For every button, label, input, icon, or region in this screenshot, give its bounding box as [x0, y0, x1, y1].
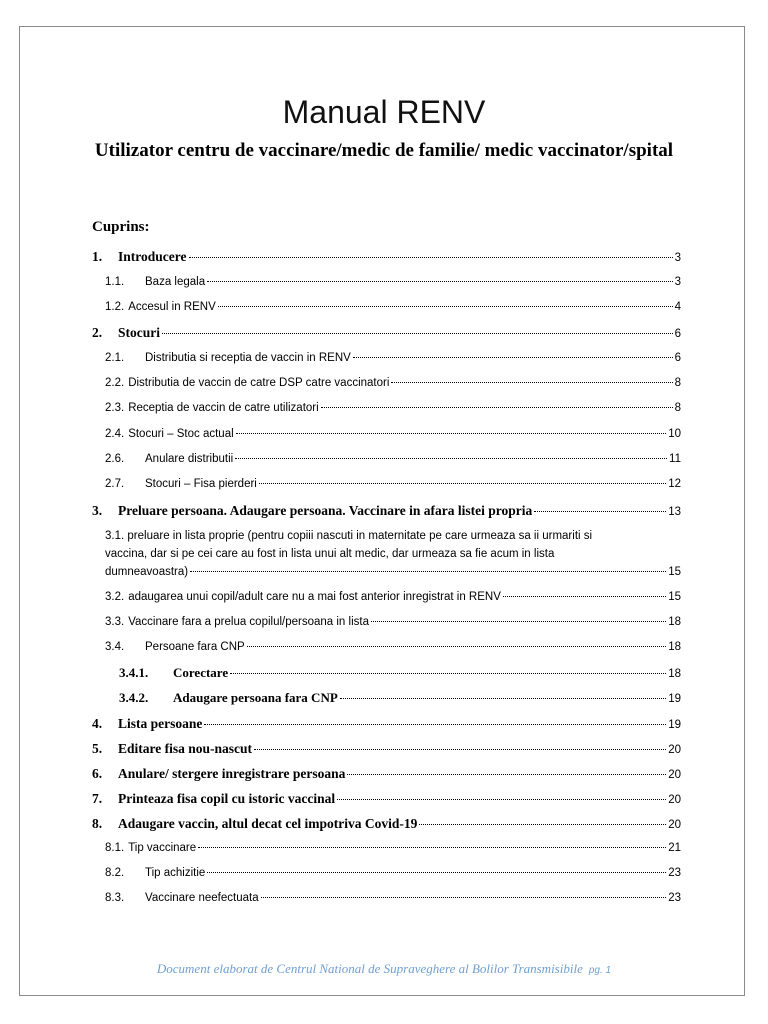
toc-number: 8.1. [105, 842, 125, 854]
dot-leader [261, 897, 667, 898]
toc-number: 3.4.1. [119, 665, 149, 680]
toc-title: Persoane fara CNP [145, 641, 245, 653]
toc-number: 2.6. [105, 453, 125, 465]
toc-number: 3.3. [105, 616, 125, 628]
dot-leader [371, 621, 666, 622]
document-title: Manual RENV [282, 94, 486, 130]
toc-page: 20 [668, 819, 681, 831]
toc-number: 2.3. [105, 402, 125, 414]
toc-title-line-3 [105, 563, 681, 581]
toc-number: 7. [92, 791, 103, 806]
dot-leader [254, 749, 666, 750]
toc-title: Introducere [118, 249, 187, 264]
dot-leader [259, 483, 666, 484]
toc-entry-1-2[interactable] [105, 301, 681, 313]
toc-title: Baza legala [145, 276, 206, 288]
toc-entry-5[interactable] [92, 741, 681, 757]
dot-leader [534, 511, 666, 512]
toc-number: 3.1. [105, 530, 125, 542]
toc-number: 8.2. [105, 867, 125, 879]
dot-leader [391, 382, 672, 383]
toc-page: 15 [668, 591, 681, 603]
toc-entry-3[interactable] [92, 503, 681, 519]
toc-page: 19 [668, 693, 681, 705]
toc-page: 23 [668, 867, 681, 879]
dot-leader [321, 407, 673, 408]
dot-leader [189, 257, 673, 258]
toc-entry-3-3[interactable] [105, 616, 681, 628]
dot-leader [337, 799, 666, 800]
dot-leader [230, 673, 666, 674]
dot-leader [347, 774, 666, 775]
toc-title: Adaugare persoana fara CNP [173, 690, 338, 705]
dot-leader [353, 357, 673, 358]
footer-page-number: pg. 1 [588, 965, 612, 976]
toc-title-line-1 [105, 527, 681, 545]
toc-title: Anulare/ stergere inregistrare persoana [118, 766, 346, 781]
toc-page: 20 [668, 794, 681, 806]
toc-title: Receptia de vaccin de catre utilizatori [128, 402, 319, 414]
toc-page: 6 [674, 328, 681, 340]
toc-number: 8.3. [105, 892, 125, 904]
toc-page: 21 [668, 842, 681, 854]
toc-entry-1[interactable] [92, 249, 681, 265]
toc-entry-8-2[interactable] [105, 867, 681, 879]
toc-page: 23 [668, 892, 681, 904]
toc-title: Printeaza fisa copil cu istoric vaccinal [118, 791, 336, 806]
toc-title: Anulare distributii [145, 453, 234, 465]
toc-title: Distributia de vaccin de catre DSP catre vaccinatori [128, 377, 390, 389]
toc-title: Vaccinare neefectuata [145, 892, 259, 904]
toc-entry-2-4[interactable] [105, 428, 681, 440]
toc-page: 18 [668, 668, 681, 680]
toc-entry-8-3[interactable] [105, 892, 681, 904]
toc-page: 20 [668, 769, 681, 781]
toc-entry-3-1[interactable] [105, 527, 681, 581]
toc-title: Stocuri – Fisa pierderi [145, 478, 257, 490]
toc-entry-7[interactable] [92, 791, 681, 807]
dot-leader [247, 646, 666, 647]
toc-number: 5. [92, 741, 103, 756]
toc-entry-2-1[interactable] [105, 352, 681, 364]
toc-number: 3.4.2. [119, 690, 149, 705]
document-subtitle: Utilizator centru de vaccinare/medic de familie/ medic vaccinator/spital [94, 140, 674, 161]
toc-entry-3-4-2[interactable] [119, 690, 681, 706]
toc-number: 2.4. [105, 428, 125, 440]
toc-page: 20 [668, 744, 681, 756]
toc-number: 1. [92, 249, 103, 264]
toc-title: Editare fisa nou-nascut [118, 741, 253, 756]
toc-title: Stocuri [118, 325, 160, 340]
toc-page: 18 [668, 616, 681, 628]
page-footer [0, 961, 768, 977]
dot-leader [190, 571, 666, 572]
toc-title: Vaccinare fara a prelua copilul/persoana in lista [128, 616, 369, 628]
dot-leader [340, 698, 666, 699]
toc-page: 8 [674, 402, 681, 414]
toc-title: Tip achizitie [145, 867, 206, 879]
toc-number: 1.2. [105, 301, 125, 313]
toc-number: 2.2. [105, 377, 125, 389]
toc-number: 3. [92, 503, 103, 518]
dot-leader [198, 847, 666, 848]
toc-number: 4. [92, 716, 103, 731]
toc-entry-2-7[interactable] [105, 478, 681, 490]
toc-title-line-2: vaccina, dar si pe cei care au fost in lista unui alt medic, dar urmeaza sa fie acum in lista [105, 548, 555, 560]
toc-entry-2-6[interactable] [105, 453, 681, 465]
toc-number: 2. [92, 325, 103, 340]
toc-entry-2-3[interactable] [105, 402, 681, 414]
toc-page: 12 [668, 478, 681, 490]
dot-leader [503, 596, 666, 597]
toc-heading: Cuprins: [92, 219, 150, 235]
dot-leader [236, 433, 667, 434]
toc-entry-2[interactable] [92, 325, 681, 341]
toc-page: 18 [668, 641, 681, 653]
toc-page: 13 [668, 506, 681, 518]
toc-number: 1.1. [105, 276, 125, 288]
dot-leader [235, 458, 667, 459]
toc-page: 4 [674, 301, 681, 313]
toc-entry-3-2[interactable] [105, 591, 681, 603]
toc-entry-4[interactable] [92, 716, 681, 732]
toc-entry-3-4-1[interactable] [119, 665, 681, 681]
toc-page: 6 [674, 352, 681, 364]
toc-title: Corectare [173, 665, 229, 680]
toc-title: Stocuri – Stoc actual [128, 428, 234, 440]
toc-title: Lista persoane [118, 716, 203, 731]
toc-entry-3-4[interactable] [105, 641, 681, 653]
toc-title: Distributia si receptia de vaccin in RENV [145, 352, 351, 364]
dot-leader [419, 824, 666, 825]
dot-leader [204, 724, 666, 725]
dot-leader [218, 306, 673, 307]
toc-page: 3 [674, 276, 681, 288]
toc-page: 11 [669, 453, 681, 465]
toc-page: 3 [674, 252, 681, 264]
toc-page: 19 [668, 719, 681, 731]
toc-entry-8-1[interactable] [105, 842, 681, 854]
toc-title: Accesul in RENV [128, 301, 216, 313]
toc-number: 2.7. [105, 478, 125, 490]
dot-leader [162, 333, 673, 334]
footer-text: Document elaborat de Centrul National de Supraveghere al Bolilor Transmisibile [156, 961, 583, 976]
toc-entry-2-2[interactable] [105, 377, 681, 389]
toc-page: 10 [668, 428, 681, 440]
toc-number: 8. [92, 816, 103, 831]
toc-title: preluare in lista proprie (pentru copiii nascuti in maternitate pe care urmeaza sa ii urmariti si [127, 530, 593, 542]
toc-title: adaugarea unui copil/adult care nu a mai fost anterior inregistrat in RENV [128, 591, 501, 603]
toc-number: 6. [92, 766, 103, 781]
toc-entry-8[interactable] [92, 816, 681, 832]
toc-title: Preluare persoana. Adaugare persoana. Vaccinare in afara listei propria [118, 503, 533, 518]
dot-leader [207, 872, 666, 873]
toc-title: dumneavoastra) [105, 566, 189, 578]
toc-page: 8 [674, 377, 681, 389]
toc-number: 2.1. [105, 352, 125, 364]
toc-entry-6[interactable] [92, 766, 681, 782]
toc-number: 3.4. [105, 641, 125, 653]
dot-leader [207, 281, 672, 282]
toc-page: 15 [668, 566, 681, 578]
toc-title: Adaugare vaccin, altul decat cel impotriva Covid-19 [118, 816, 418, 831]
toc-number: 3.2. [105, 591, 125, 603]
toc-entry-1-1[interactable] [105, 276, 681, 288]
toc-title: Tip vaccinare [128, 842, 197, 854]
